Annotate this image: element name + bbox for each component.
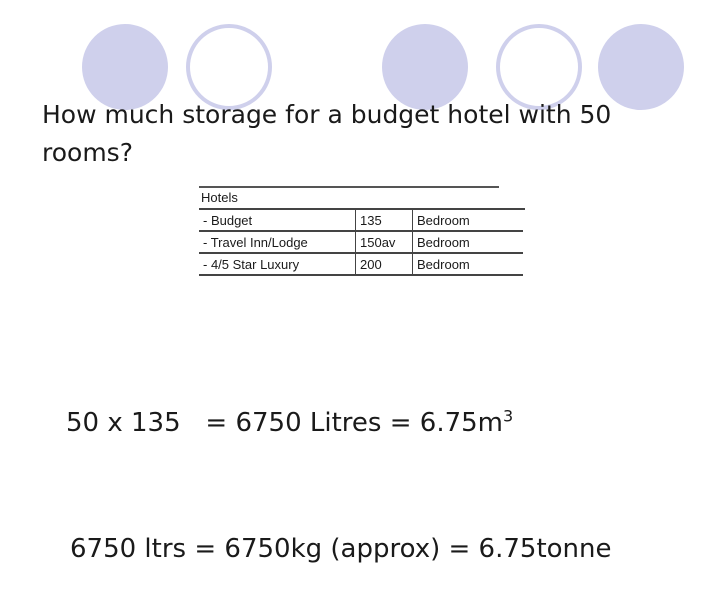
question-text: How much storage for a budget hotel with 50 rooms? — [42, 100, 612, 167]
cubic-superscript: 3 — [503, 406, 514, 426]
table-row — [199, 253, 523, 275]
table-row — [199, 210, 523, 231]
hotel-type: - 4/5 Star Luxury — [199, 253, 356, 275]
hotel-storage-table — [199, 186, 525, 276]
calculation-line-1 — [66, 402, 706, 444]
calculation — [66, 318, 706, 612]
storage-unit: Bedroom — [413, 231, 524, 253]
storage-value: 150av — [356, 231, 413, 253]
storage-unit: Bedroom — [413, 210, 524, 231]
table-heading: Hotels — [199, 188, 525, 210]
storage-unit: Bedroom — [413, 253, 524, 275]
table-row — [199, 231, 523, 253]
calculation-line-2: 6750 ltrs = 6750kg (approx) = 6.75tonne — [70, 534, 612, 564]
storage-value: 135 — [356, 210, 413, 231]
storage-value: 200 — [356, 253, 413, 275]
hotel-type: - Travel Inn/Lodge — [199, 231, 356, 253]
calculation-volume: 50 x 135 = 6750 Litres = 6.75m — [66, 408, 503, 438]
hotel-type: - Budget — [199, 210, 356, 231]
table-body — [199, 210, 523, 276]
